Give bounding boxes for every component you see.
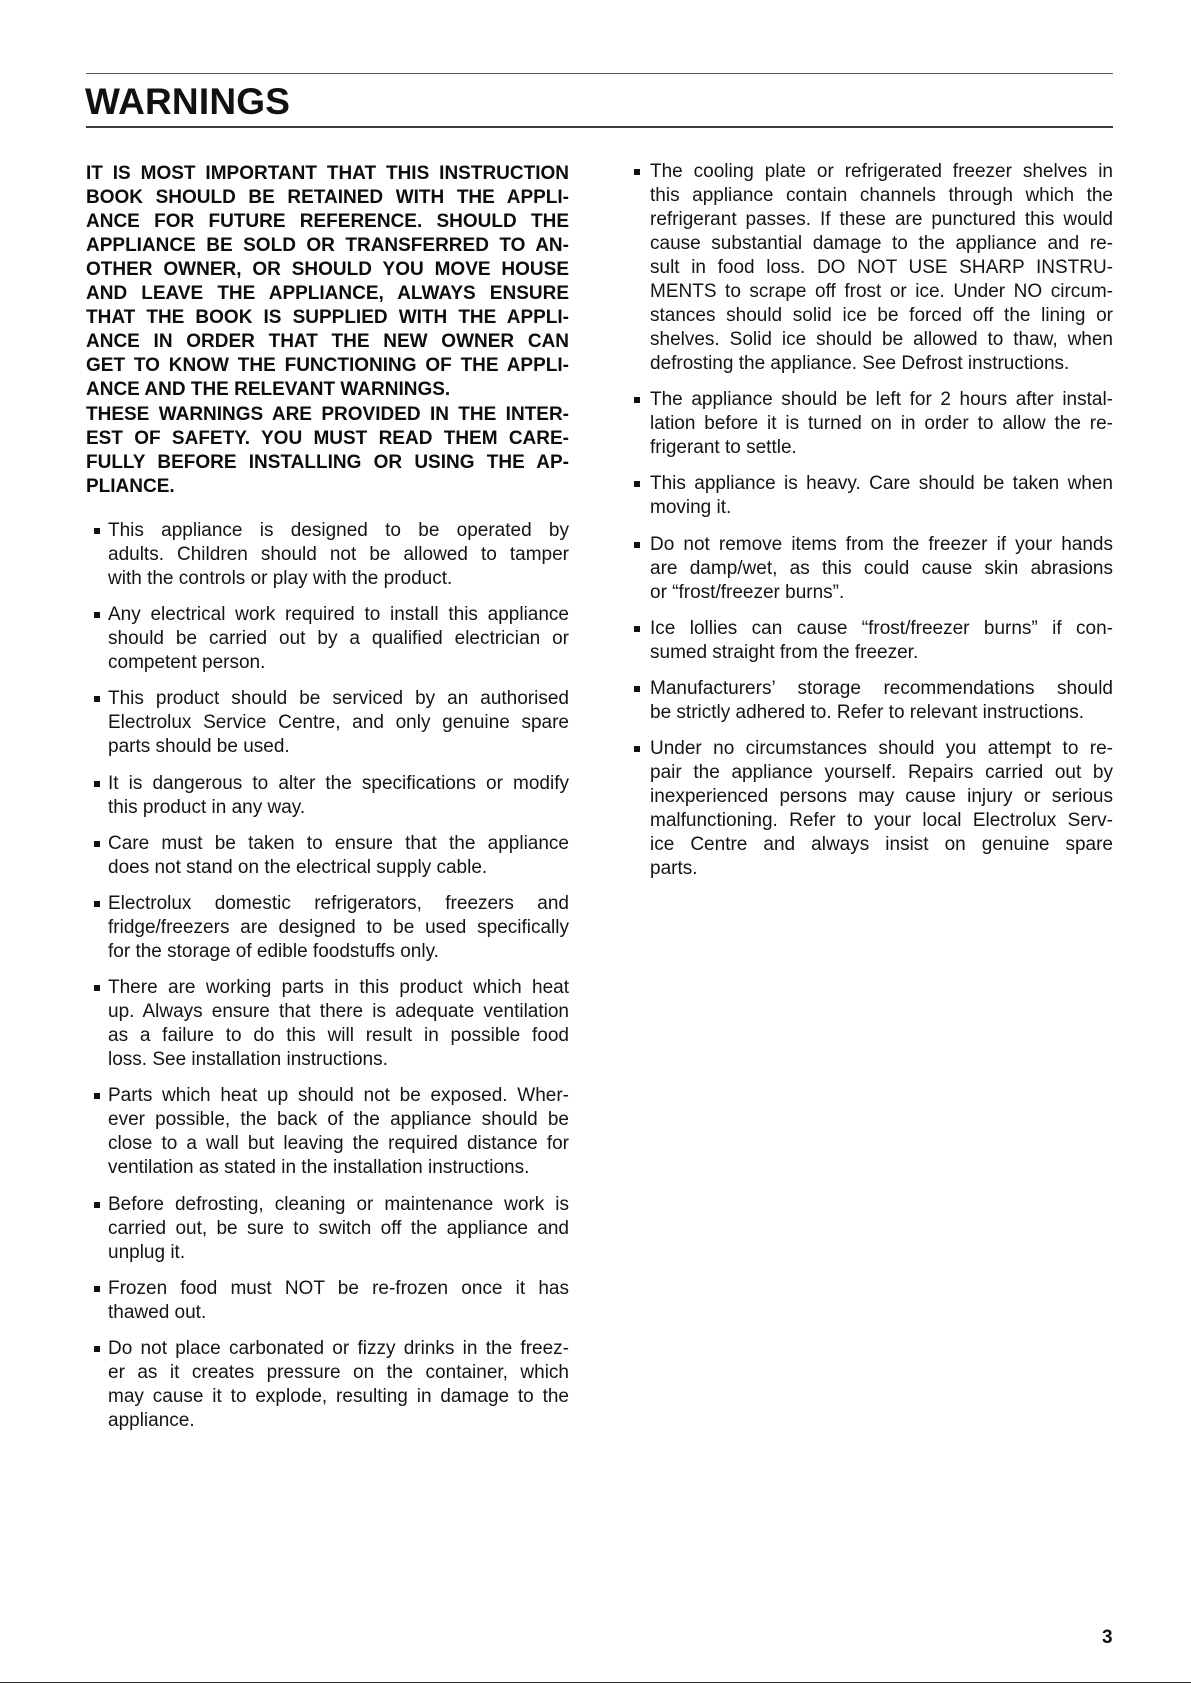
text-line: BOOK SHOULD BE RETAINED WITH THE APPLI-: [86, 187, 569, 208]
square-bullet-icon: [634, 397, 640, 403]
text-line: er as it creates pressure on the container, which: [108, 1361, 569, 1383]
square-bullet-icon: [94, 901, 100, 907]
warning-list-right: [629, 160, 1113, 881]
warning-item: [629, 677, 1113, 725]
text-line: refrigerant passes. If these are punctured this would: [650, 209, 1113, 230]
text-line: ice Centre and always insist on genuine spare: [650, 834, 1113, 856]
warning-item: [86, 687, 569, 759]
text-line: The appliance should be left for 2 hours after instal-: [650, 389, 1113, 411]
text-line: There are working parts in this product which heat: [108, 977, 569, 999]
square-bullet-icon: [94, 1346, 100, 1352]
text-line: OTHER OWNER, OR SHOULD YOU MOVE HOUSE: [86, 259, 569, 280]
warning-item: [86, 892, 569, 964]
text-line: parts.: [650, 858, 698, 880]
text-line: ever possible, the back of the appliance should be: [108, 1109, 569, 1131]
text-line: with the controls or play with the product.: [108, 568, 453, 589]
warning-item: [86, 1084, 569, 1180]
warning-item: [86, 1193, 569, 1265]
square-bullet-icon: [634, 481, 640, 487]
text-line: sumed straight from the freezer.: [650, 641, 919, 663]
text-line: Do not remove items from the freezer if your hands: [650, 533, 1113, 555]
warning-item: [86, 603, 569, 675]
text-line: Care must be taken to ensure that the appliance: [108, 832, 569, 854]
text-line: moving it.: [650, 497, 732, 519]
text-line: malfunctioning. Refer to your local Electrolux Serv-: [650, 810, 1113, 832]
text-line: are damp/wet, as this could cause skin abrasions: [650, 557, 1113, 579]
warning-item: [629, 617, 1113, 665]
intro-paragraph: [86, 162, 569, 402]
text-line: parts should be used.: [108, 736, 290, 758]
text-line: PLIANCE.: [86, 476, 175, 497]
text-line: EST OF SAFETY. YOU MUST READ THEM CARE-: [86, 428, 569, 449]
text-line: sult in food loss. DO NOT USE SHARP INSTRU-: [650, 257, 1113, 278]
warning-item: [629, 472, 1113, 520]
text-line: shelves. Solid ice should be allowed to thaw, when: [650, 329, 1113, 350]
text-line: defrosting the appliance. See Defrost instructions.: [650, 353, 1070, 374]
text-line: adults. Children should not be allowed to tamper: [108, 544, 569, 565]
text-line: close to a wall but leaving the required distance for: [108, 1133, 569, 1155]
text-line: fridge/freezers are designed to be used specifically: [108, 916, 569, 938]
warning-item: [86, 519, 569, 591]
text-line: ANCE FOR FUTURE REFERENCE. SHOULD THE: [86, 211, 569, 232]
heading-rule: [86, 126, 1113, 128]
square-bullet-icon: [94, 528, 100, 534]
text-line: loss. See installation instructions.: [108, 1049, 388, 1071]
text-line: may cause it to explode, resulting in damage to the: [108, 1385, 569, 1407]
warning-item: [86, 976, 569, 1072]
text-line: This appliance is heavy. Care should be taken when: [650, 473, 1113, 495]
warning-item: [629, 388, 1113, 460]
text-line: Electrolux Service Centre, and only genuine spare: [108, 712, 569, 734]
text-line: The cooling plate or refrigerated freezer shelves in: [650, 161, 1113, 182]
warning-item: [629, 737, 1113, 881]
square-bullet-icon: [94, 612, 100, 618]
intro-paragraph: [86, 403, 569, 499]
text-line: Manufacturers’ storage recommendations should: [650, 677, 1113, 699]
text-line: Before defrosting, cleaning or maintenance work is: [108, 1193, 569, 1215]
text-line: It is dangerous to alter the specifications or modify: [108, 772, 569, 794]
square-bullet-icon: [94, 1202, 100, 1208]
text-line: IT IS MOST IMPORTANT THAT THIS INSTRUCTION: [86, 163, 569, 184]
text-line: THAT THE BOOK IS SUPPLIED WITH THE APPLI-: [86, 307, 569, 328]
text-line: APPLIANCE BE SOLD OR TRANSFERRED TO AN-: [86, 235, 569, 256]
square-bullet-icon: [634, 746, 640, 752]
text-line: be strictly adhered to. Refer to relevant instructions.: [650, 701, 1085, 723]
text-line: as a failure to do this will result in possible food: [108, 1025, 569, 1047]
text-line: or “frost/freezer burns”.: [650, 581, 845, 603]
text-line: This appliance is designed to be operated by: [108, 520, 569, 541]
text-line: THESE WARNINGS ARE PROVIDED IN THE INTER-: [86, 404, 569, 425]
text-line: GET TO KNOW THE FUNCTIONING OF THE APPLI-: [86, 355, 569, 376]
warning-item: [629, 533, 1113, 605]
text-line: Ice lollies can cause “frost/freezer burns” if con-: [650, 617, 1113, 639]
text-line: does not stand on the electrical supply cable.: [108, 856, 488, 878]
page-edge-rule: [0, 1682, 1191, 1683]
text-line: Under no circumstances should you attempt to re-: [650, 738, 1113, 760]
square-bullet-icon: [634, 169, 640, 175]
warning-item: [86, 832, 569, 880]
text-line: this appliance contain channels through which the: [650, 185, 1113, 206]
text-line: cause substantial damage to the appliance and re-: [650, 233, 1113, 254]
text-line: up. Always ensure that there is adequate ventilation: [108, 1001, 569, 1023]
text-line: thawed out.: [108, 1301, 207, 1323]
text-line: ANCE AND THE RELEVANT WARNINGS.: [86, 379, 451, 400]
text-line: Any electrical work required to install this appliance: [108, 604, 569, 626]
warning-item: [86, 1337, 569, 1433]
text-line: inexperienced persons may cause injury or serious: [650, 786, 1113, 808]
text-line: This product should be serviced by an authorised: [108, 688, 569, 710]
left-column: [86, 162, 569, 1445]
text-line: pair the appliance yourself. Repairs carried out by: [650, 762, 1113, 784]
square-bullet-icon: [94, 1093, 100, 1099]
section-heading: WARNINGS: [85, 81, 291, 122]
text-line: MENTS to scrape off frost or ice. Under NO circum-: [650, 281, 1113, 302]
warning-list-left: [86, 519, 569, 1433]
top-rule: [86, 73, 1113, 74]
text-line: this product in any way.: [108, 796, 306, 818]
square-bullet-icon: [94, 696, 100, 702]
right-column: [629, 160, 1113, 893]
square-bullet-icon: [634, 542, 640, 548]
text-line: appliance.: [108, 1409, 195, 1431]
text-line: ventilation as stated in the installation instructions.: [108, 1157, 530, 1179]
text-line: for the storage of edible foodstuffs only.: [108, 940, 439, 962]
text-line: ANCE IN ORDER THAT THE NEW OWNER CAN: [86, 331, 569, 352]
square-bullet-icon: [94, 841, 100, 847]
square-bullet-icon: [94, 1286, 100, 1292]
text-line: FULLY BEFORE INSTALLING OR USING THE AP-: [86, 452, 569, 473]
text-line: carried out, be sure to switch off the appliance and: [108, 1217, 569, 1239]
text-line: should be carried out by a qualified electrician or: [108, 628, 569, 650]
square-bullet-icon: [94, 781, 100, 787]
text-line: Parts which heat up should not be exposed. Wher-: [108, 1085, 569, 1107]
warning-item: [629, 160, 1113, 376]
page-number: 3: [1102, 1627, 1113, 1648]
text-line: lation before it is turned on in order to allow the re-: [650, 413, 1113, 435]
square-bullet-icon: [94, 985, 100, 991]
warning-item: [86, 1277, 569, 1325]
text-line: competent person.: [108, 652, 266, 674]
text-line: Frozen food must NOT be re-frozen once it has: [108, 1277, 569, 1299]
text-line: Do not place carbonated or fizzy drinks in the freez-: [108, 1337, 569, 1359]
text-line: unplug it.: [108, 1241, 186, 1263]
text-line: AND LEAVE THE APPLIANCE, ALWAYS ENSURE: [86, 283, 569, 304]
text-line: frigerant to settle.: [650, 437, 797, 459]
warning-item: [86, 772, 569, 820]
text-line: stances should solid ice be forced off the lining or: [650, 305, 1113, 326]
intro-block: [86, 162, 569, 499]
square-bullet-icon: [634, 626, 640, 632]
text-line: Electrolux domestic refrigerators, freezers and: [108, 892, 569, 914]
square-bullet-icon: [634, 686, 640, 692]
